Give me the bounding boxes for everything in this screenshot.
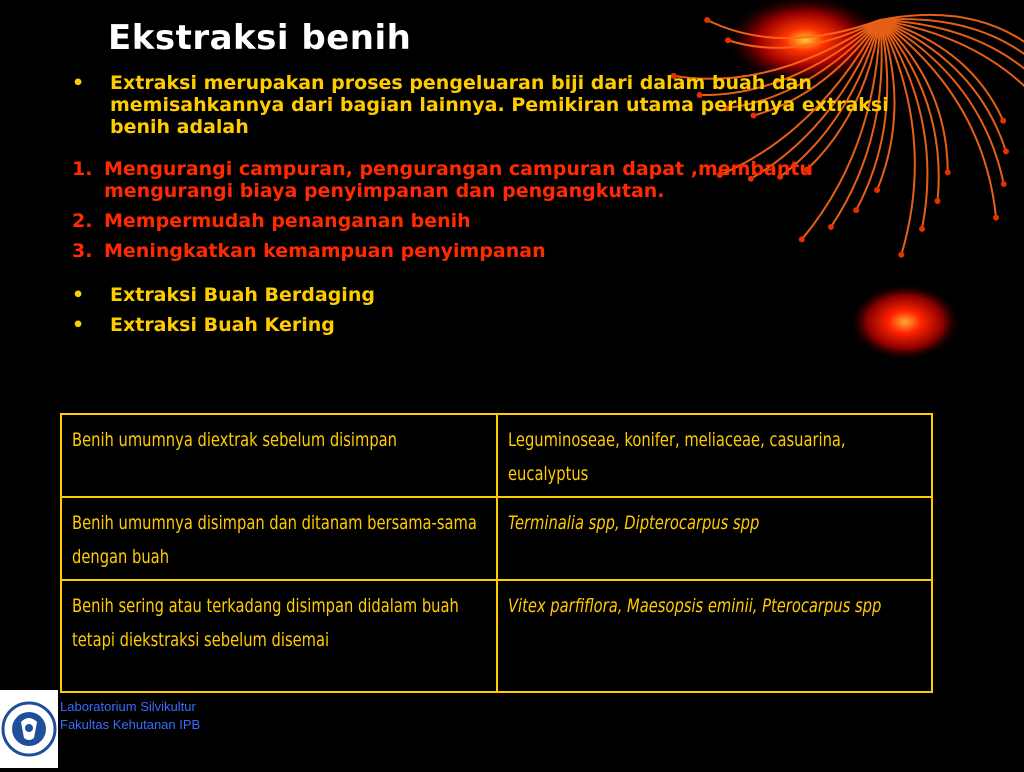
firework-ray-tip — [993, 215, 999, 221]
table-row — [61, 580, 932, 692]
table-cell — [497, 497, 932, 580]
firework-ray-tip — [1003, 148, 1009, 154]
bullet-dry-fruit — [72, 314, 932, 336]
footer-faculty: Fakultas Kehutanan IPB — [60, 717, 201, 732]
intro-bullet — [72, 72, 932, 138]
cell-text: Terminalia spp, Dipterocarpus spp — [508, 512, 760, 534]
table-cell — [61, 580, 497, 692]
item-number: 3. — [72, 240, 93, 262]
item-text: Meningkatkan kemampuan penyimpanan — [104, 240, 546, 262]
footer — [60, 698, 200, 734]
item-text: Mempermudah penanganan benih — [104, 210, 471, 232]
intro-text: Extraksi merupakan proses pengeluaran biji dari dalam buah dan memisahkannya dari bagian lainnya. Pemikiran utama perlunya extraksi benih adalah — [110, 72, 889, 138]
table-row — [61, 497, 932, 580]
firework-ray-tip — [935, 198, 941, 204]
cell-text: Benih umumnya disimpan dan ditanam bersama-sama dengan buah — [72, 512, 477, 568]
bullet-symbol: • — [72, 284, 85, 306]
bullet-fleshy-fruit — [72, 284, 932, 306]
firework-ray-tip — [1000, 118, 1006, 124]
bullet-text: Extraksi Buah Berdaging — [110, 284, 375, 306]
extraction-table — [60, 413, 933, 693]
slide-body — [72, 72, 932, 336]
bullet-text: Extraksi Buah Kering — [110, 314, 335, 336]
firework-ray-tip — [725, 37, 731, 43]
bullet-symbol: • — [72, 314, 85, 336]
item-number: 1. — [72, 158, 93, 180]
cell-text: Vitex parfiflora, Maesopsis eminii, Pterocarpus spp — [508, 595, 882, 617]
numbered-item-3 — [72, 240, 932, 262]
cell-text: Benih sering atau terkadang disimpan didalam buah tetapi diekstraksi sebelum disemai — [72, 595, 459, 651]
table-cell — [61, 497, 497, 580]
firework-ray-tip — [945, 169, 951, 175]
firework-ray-tip — [704, 17, 710, 23]
table-cell — [61, 414, 497, 497]
ipb-logo — [0, 690, 58, 768]
table-cell — [497, 580, 932, 692]
table-row — [61, 414, 932, 497]
item-text: Mengurangi campuran, pengurangan campuran dapat ,membantu mengurangi biaya penyimpanan dan pengangkutan. — [104, 158, 814, 202]
footer-lab: Laboratorium Silvikultur — [60, 699, 196, 714]
firework-ray-tip — [1001, 181, 1007, 187]
cell-text: Benih umumnya diextrak sebelum disimpan — [72, 429, 397, 451]
table-cell — [497, 414, 932, 497]
ipb-seal-icon — [0, 690, 58, 768]
numbered-item-1 — [72, 158, 932, 202]
item-number: 2. — [72, 210, 93, 232]
bullet-symbol: • — [72, 72, 85, 94]
numbered-item-2 — [72, 210, 932, 232]
slide-title: Ekstraksi benih — [108, 18, 412, 58]
cell-text: Leguminoseae, konifer, meliaceae, casuarina, eucalyptus — [508, 429, 846, 485]
